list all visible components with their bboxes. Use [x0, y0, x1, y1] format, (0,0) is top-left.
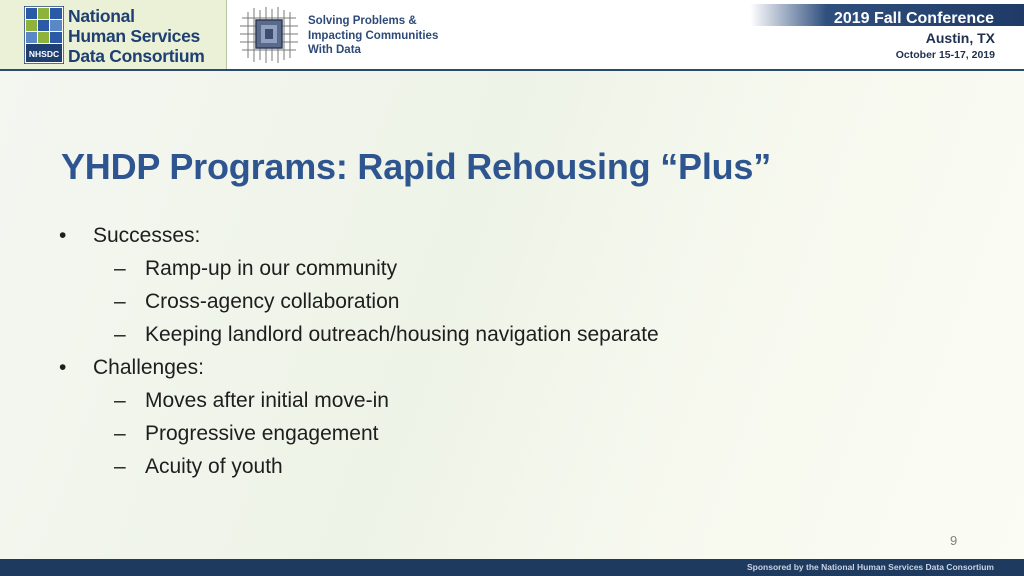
conference-title: 2019 Fall Conference: [833, 10, 994, 27]
footer-bar: [0, 559, 1024, 576]
slide-header: [0, 0, 1024, 70]
sub-bullet-text: Cross-agency collaboration: [145, 290, 400, 313]
bullet-text: Successes:: [93, 224, 201, 247]
sub-bullet-text: Keeping landlord outreach/housing navigation separate: [145, 323, 659, 346]
sub-bullet-item: [56, 386, 956, 419]
sub-bullet-item: [56, 254, 956, 287]
tagline-line-1: Solving Problems &: [308, 15, 417, 27]
bullet-marker: •: [59, 224, 67, 247]
dash-marker: –: [114, 389, 126, 412]
logo-mark-text: NHSDC: [28, 49, 60, 59]
sub-bullet-text: Acuity of youth: [145, 455, 283, 478]
logo-line-1: National: [68, 6, 135, 26]
slide-title: YHDP Programs: Rapid Rehousing “Plus”: [61, 146, 772, 187]
bullet-marker: •: [59, 356, 67, 379]
sub-bullet-text: Moves after initial move-in: [145, 389, 389, 412]
dash-marker: –: [114, 422, 126, 445]
sub-bullet-item: [56, 287, 956, 320]
dash-marker: –: [114, 290, 126, 313]
bullet-text: Challenges:: [93, 356, 204, 379]
page-number: 9: [950, 533, 958, 548]
sub-bullet-text: Progressive engagement: [145, 422, 379, 445]
conference-dates: October 15-17, 2019: [895, 49, 995, 61]
dash-marker: –: [114, 257, 126, 280]
sub-bullet-item: [56, 452, 956, 485]
bullet-item: [56, 221, 956, 254]
nhsdc-grid-logo-icon: [24, 6, 64, 64]
sub-bullet-item: [56, 419, 956, 452]
logo-wordmark: [68, 6, 204, 66]
sub-bullet-item: [56, 320, 956, 353]
tagline: [308, 14, 438, 58]
conference-city: Austin, TX: [925, 30, 995, 46]
tagline-line-3: With Data: [308, 44, 361, 56]
header-divider: [0, 69, 1024, 71]
dash-marker: –: [114, 455, 126, 478]
conference-banner: [750, 4, 1024, 26]
tagline-line-2: Impacting Communities: [308, 29, 439, 42]
footer-sponsor-text: Sponsored by the National Human Services Data Consortium: [746, 562, 994, 572]
bullet-item: [56, 353, 956, 386]
sub-bullet-text: Ramp-up in our community: [145, 257, 398, 280]
circuit-chip-icon: [238, 6, 300, 64]
logo-line-2: Human Services: [68, 26, 200, 46]
bullet-list: [56, 221, 956, 485]
logo-line-3: Data Consortium: [68, 46, 205, 66]
nhsdc-logo: [0, 0, 227, 69]
dash-marker: –: [114, 323, 126, 346]
